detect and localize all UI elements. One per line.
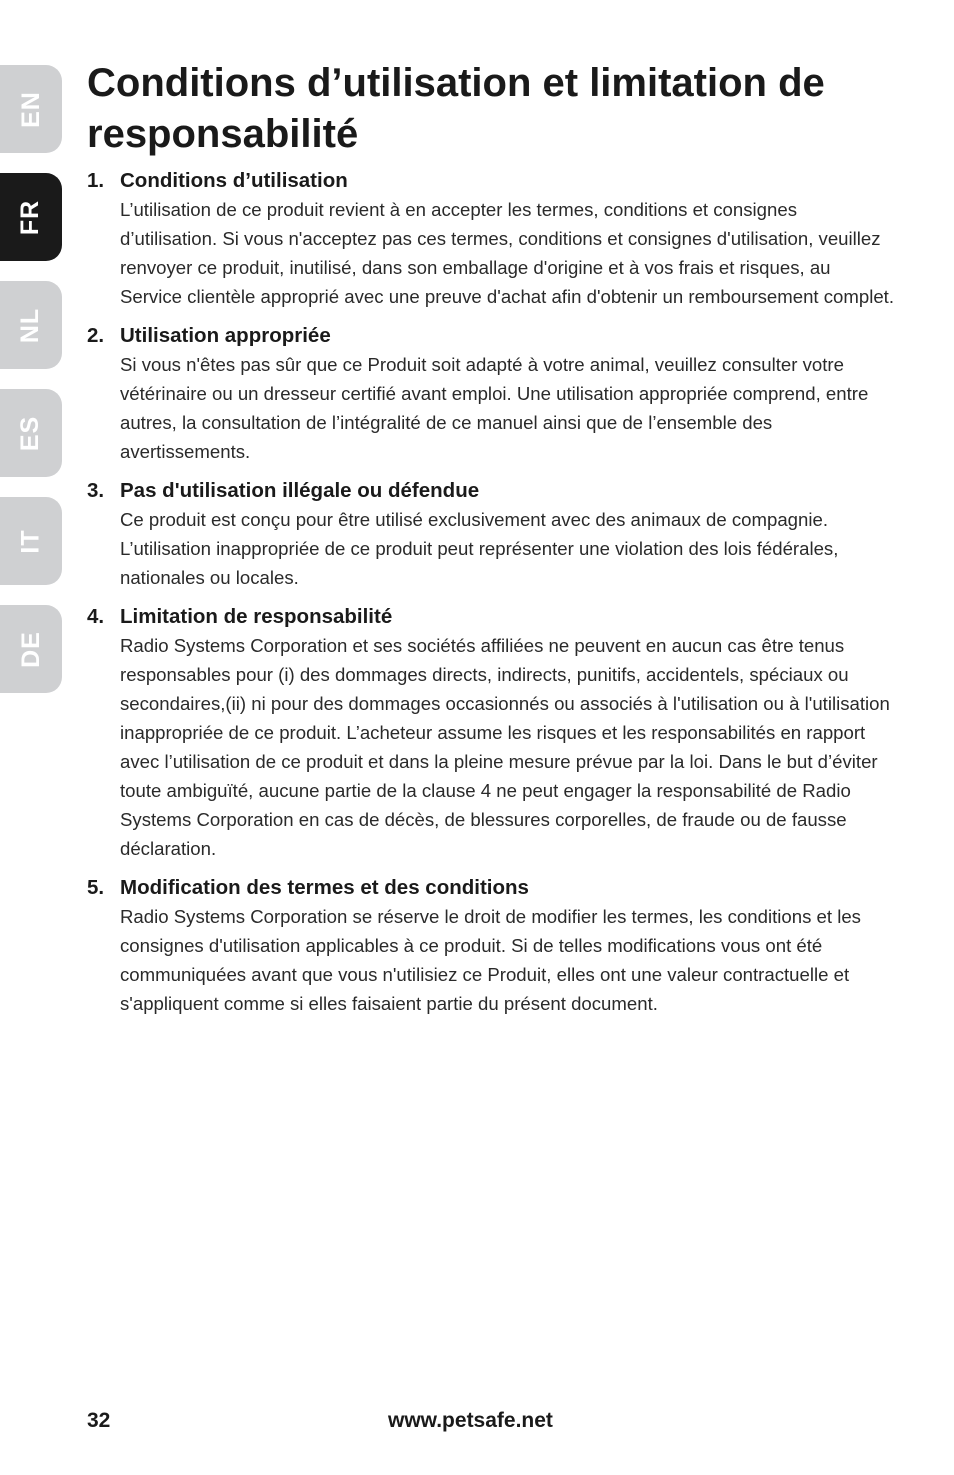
section-heading <box>87 166 897 195</box>
section-body: L’utilisation de ce produit revient à en accepter les termes, conditions et consignes d’utilisation. Si vous n'acceptez pas ces termes, conditions et consignes d'utilisation, veuillez renvoyer ce produit, inutilisé, dans son emballage d'origine et à vos frais et risques, au Service clientèle approprié avec une preuve d'achat afin d'obtenir un remboursement complet. <box>120 199 895 307</box>
lang-tab-nl[interactable] <box>0 281 62 369</box>
lang-tab-fr[interactable] <box>0 173 62 261</box>
section-title: Modification des termes et des conditions <box>120 876 529 899</box>
section-title: Conditions d’utilisation <box>120 169 348 192</box>
section-number: 2. <box>87 324 105 347</box>
section-body: Ce produit est conçu pour être utilisé exclusivement avec des animaux de compagnie. L’utilisation inappropriée de ce produit peut représenter une violation des lois fédérales, nationales ou locales. <box>120 509 839 588</box>
lang-tab-label: FR <box>16 199 45 235</box>
lang-tab-label: EN <box>16 90 45 128</box>
section-limitation-of-liability <box>87 602 897 863</box>
footer-url[interactable]: www.petsafe.net <box>388 1409 553 1432</box>
section-number: 3. <box>87 479 105 502</box>
section-heading <box>87 476 897 505</box>
lang-tab-label: NL <box>16 307 45 343</box>
lang-tab-en[interactable] <box>0 65 62 153</box>
section-number: 4. <box>87 605 105 628</box>
page-title: Conditions d’utilisation et limitation de responsabilité <box>87 61 825 156</box>
section-title: Limitation de responsabilité <box>120 605 393 628</box>
section-heading <box>87 321 897 350</box>
section-heading <box>87 602 897 631</box>
section-no-illegal-use <box>87 476 897 592</box>
terms-sections <box>87 166 897 1028</box>
lang-tab-es[interactable] <box>0 389 62 477</box>
section-modification-of-terms <box>87 873 897 1018</box>
lang-tab-label: DE <box>16 630 45 668</box>
section-number: 5. <box>87 876 105 899</box>
section-heading <box>87 873 897 902</box>
section-title: Utilisation appropriée <box>120 324 331 347</box>
lang-tab-label: ES <box>16 415 45 451</box>
lang-tab-label: IT <box>16 528 45 554</box>
page-number: 32 <box>87 1409 111 1432</box>
section-body: Radio Systems Corporation et ses sociétés affiliées ne peuvent en aucun cas être tenus responsables pour (i) des dommages directs, indirects, punitifs, accidentels, spéciaux ou secondaires,(ii) ni pour des dommages occasionnés ou associés à l'utilisation ou à l'utilisation inappropriée de ce produit. L’acheteur assume les risques et les responsabilités en rapport avec l’utilisation de ce produit et dans la pleine mesure prévue par la loi. Dans le but d’éviter toute ambiguïté, aucune partie de la clause 4 ne peut engager la responsabilité de Radio Systems Corporation en cas de décès, de blessures corporelles, de fraude ou de fausse déclaration. <box>120 635 890 859</box>
lang-tab-de[interactable] <box>0 605 62 693</box>
section-body: Radio Systems Corporation se réserve le droit de modifier les termes, les conditions et les consignes d'utilisation applicables à ce produit. Si de telles modifications vous ont été communiquées avant que vous n'utilisiez ce Produit, elles ont une valeur contractuelle et s'appliquent comme si elles faisaient partie du présent document. <box>120 906 861 1014</box>
section-conditions-of-use <box>87 166 897 311</box>
lang-tab-it[interactable] <box>0 497 62 585</box>
section-title: Pas d'utilisation illégale ou défendue <box>120 479 480 502</box>
section-proper-use <box>87 321 897 466</box>
section-body: Si vous n'êtes pas sûr que ce Produit soit adapté à votre animal, veuillez consulter votre vétérinaire ou un dresseur certifié avant emploi. Une utilisation appropriée comprend, entre autres, la consultation de l’intégralité de ce manuel ainsi que de l’ensemble des avertissements. <box>120 354 869 462</box>
section-number: 1. <box>87 169 105 192</box>
